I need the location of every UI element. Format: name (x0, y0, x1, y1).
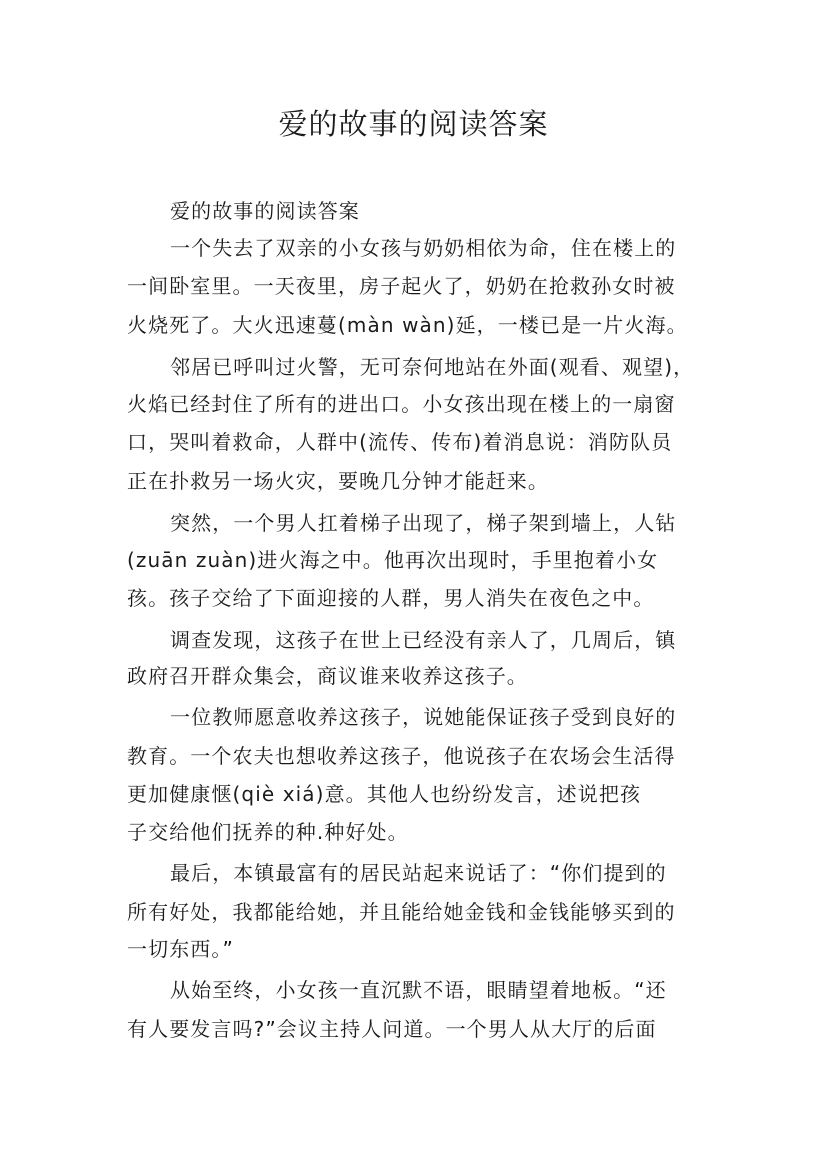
paragraph-line: 更加健康惬(qiè xiá)意。其他人也纷纷发言，述说把孩 (127, 782, 642, 806)
paragraph-line: (zuān zuàn)进火海之中。他再次出现时，手里抱着小女 (127, 548, 659, 572)
paragraph-line: 一位教师愿意收养这孩子，说她能保证孩子受到良好的 (170, 705, 677, 729)
paragraph-line: 调查发现，这孩子在世上已经没有亲人了，几周后，镇 (170, 628, 677, 652)
paragraph-line: 有人要发言吗?”会议主持人问道。一个男人从大厅的后面 (127, 1017, 657, 1041)
paragraph-line: 邻居已呼叫过火警，无可奈何地站在外面(观看、观望)， (170, 355, 695, 379)
paragraph-line: 政府召开群众集会，商议谁来收养这孩子。 (127, 664, 528, 688)
paragraph-line: 口，哭叫着救命，人群中(流传、传布)着消息说：消防队员 (127, 430, 673, 454)
paragraph-line: 教育。一个农夫也想收养这孩子，他说孩子在农场会生活得 (127, 744, 676, 768)
paragraph-line: 突然，一个男人扛着梯子出现了，梯子架到墙上，人钻 (170, 511, 677, 535)
paragraph-line: 孩。孩子交给了下面迎接的人群，男人消失在夜色之中。 (127, 586, 655, 610)
paragraph-line: 火烧死了。大火迅速蔓(màn wàn)延，一楼已是一片火海。 (127, 313, 688, 337)
paragraph-line: 最后，本镇最富有的居民站起来说话了：“你们提到的 (170, 861, 667, 885)
paragraph-line: 所有好处，我都能给她，并且能给她金钱和金钱能够买到的 (127, 900, 676, 924)
paragraph-line: 子交给他们抚养的种.种好处。 (127, 820, 409, 844)
paragraph-line: 从始至终，小女孩一直沉默不语，眼睛望着地板。“还 (170, 978, 667, 1002)
paragraph-line: 正在扑救另一场火灾，要晚几分钟才能赶来。 (127, 469, 549, 493)
paragraph-line: 火焰已经封住了所有的进出口。小女孩出现在楼上的一扇窗 (127, 392, 676, 416)
paragraph-line: 爱的故事的阅读答案 (170, 199, 360, 223)
paragraph-line: 一个失去了双亲的小女孩与奶奶相依为命，住在楼上的 (170, 236, 677, 260)
paragraph-line: 一切东西。” (127, 937, 234, 961)
paragraph-line: 一间卧室里。一天夜里，房子起火了，奶奶在抢救孙女时被 (127, 274, 676, 298)
page-title: 爱的故事的阅读答案 (278, 107, 549, 141)
